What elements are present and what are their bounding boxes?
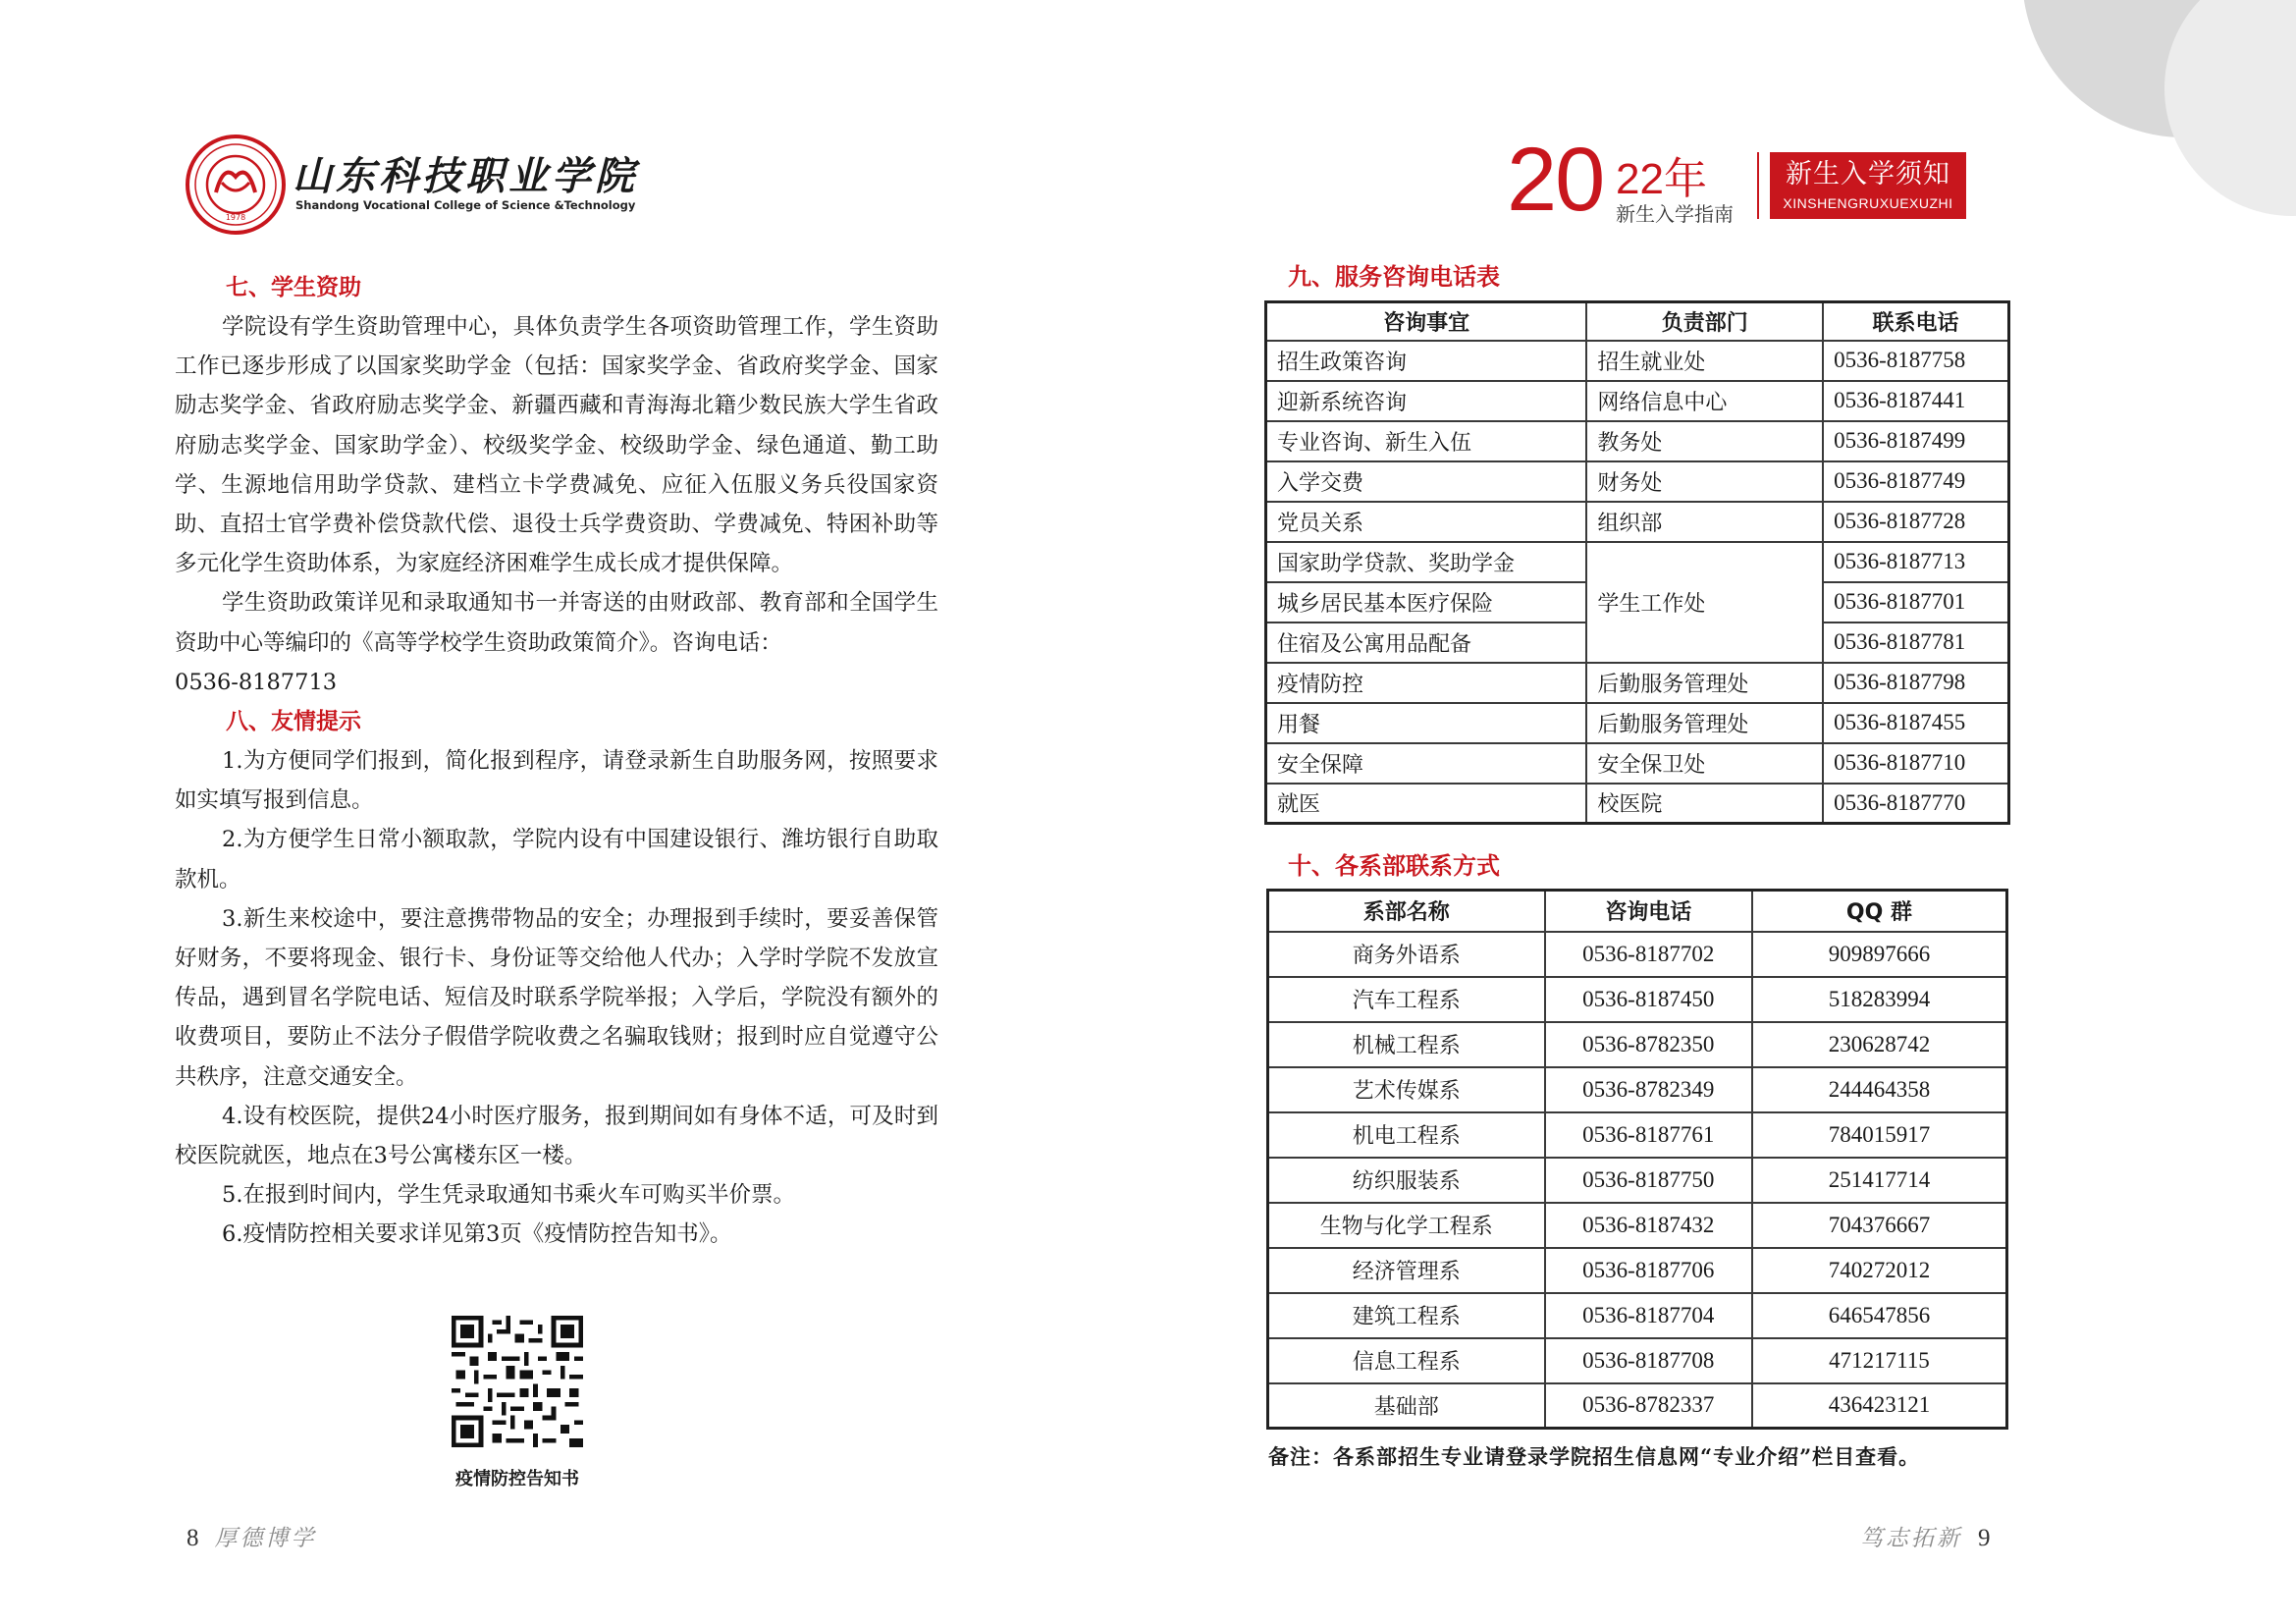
- section-10-title: 十、各系部联系方式: [1288, 852, 1500, 880]
- guide-header: [1507, 130, 1988, 231]
- qr-caption: 疫情防控告知书: [455, 1469, 579, 1489]
- table-row: [1266, 341, 2009, 381]
- table-cell-merged: 学生工作处: [1586, 542, 1823, 663]
- tip-item: 1.为方便同学们报到，简化报到程序，请登录新生自助服务网，按照要求如实填写报到信息。: [175, 748, 938, 814]
- table-cell: 0536-8187441: [1823, 381, 2008, 421]
- table-cell: 0536-8187749: [1823, 461, 2008, 502]
- table-cell: 汽车工程系: [1268, 977, 1545, 1022]
- table-cell: 国家助学贷款、奖助学金: [1266, 542, 1587, 582]
- table-cell: 0536-8187450: [1545, 977, 1752, 1022]
- table-cell: 机械工程系: [1268, 1022, 1545, 1067]
- table-row: [1268, 1067, 2007, 1112]
- table-cell: 0536-8187713: [1823, 542, 2008, 582]
- column-header: 负责部门: [1586, 302, 1823, 341]
- section-9-title: 九、服务咨询电话表: [1288, 263, 1500, 291]
- table-cell: 0536-8187770: [1823, 784, 2008, 824]
- year-small: 22年: [1616, 155, 1707, 203]
- column-header: 系部名称: [1268, 891, 1545, 932]
- table-cell: 0536-8187701: [1823, 582, 2008, 623]
- table-row: [1268, 1112, 2007, 1158]
- table-row: [1268, 1293, 2007, 1338]
- table-cell: 436423121: [1752, 1383, 2007, 1429]
- table-cell: 471217115: [1752, 1338, 2007, 1383]
- table-cell: 0536-8187758: [1823, 341, 2008, 381]
- tip-item: 4.设有校医院，提供24小时医疗服务，报到期间如有身体不适，可及时到校医院就医，地点在3号公寓楼东区一楼。: [175, 1103, 938, 1169]
- table-cell: 518283994: [1752, 977, 2007, 1022]
- table-cell: 安全保卫处: [1586, 743, 1823, 784]
- table-cell: 疫情防控: [1266, 663, 1587, 703]
- table-row: [1266, 743, 2009, 784]
- table-cell: 0536-8187750: [1545, 1158, 1752, 1203]
- table-row: [1266, 784, 2009, 824]
- table-cell: 就医: [1266, 784, 1587, 824]
- table-cell: 住宿及公寓用品配备: [1266, 623, 1587, 663]
- table-row: [1266, 502, 2009, 542]
- table-header-row: [1266, 302, 2009, 341]
- table-cell: 646547856: [1752, 1293, 2007, 1338]
- guide-subtitle: 新生入学指南: [1616, 202, 1734, 226]
- table-cell: 信息工程系: [1268, 1338, 1545, 1383]
- table-cell: 生物与化学工程系: [1268, 1203, 1545, 1248]
- table-cell: 招生政策咨询: [1266, 341, 1587, 381]
- table-cell: 安全保障: [1266, 743, 1587, 784]
- table-row: [1266, 542, 2009, 582]
- left-page-content: [175, 268, 938, 1255]
- decor-circle-small: [2164, 0, 2296, 216]
- table-cell: 0536-8187710: [1823, 743, 2008, 784]
- table-cell: 经济管理系: [1268, 1248, 1545, 1293]
- table-cell: 招生就业处: [1586, 341, 1823, 381]
- page-number: 8: [187, 1525, 199, 1551]
- section-badge: [1770, 152, 1966, 219]
- table-header-row: [1268, 891, 2007, 932]
- table-row: [1268, 932, 2007, 977]
- school-name-cn: 山东科技职业学院: [293, 153, 638, 199]
- table-cell: 0536-8782350: [1545, 1022, 1752, 1067]
- table-cell: 251417714: [1752, 1158, 2007, 1203]
- table-cell: 0536-8187728: [1823, 502, 2008, 542]
- column-header: QQ 群: [1752, 891, 2007, 932]
- table-cell: 244464358: [1752, 1067, 2007, 1112]
- table-cell: 0536-8187704: [1545, 1293, 1752, 1338]
- page-number: 9: [1978, 1525, 1991, 1551]
- qr-block: [434, 1316, 601, 1490]
- table-cell: 城乡居民基本医疗保险: [1266, 582, 1587, 623]
- section-7-paragraph-1: 学院设有学生资助管理中心，具体负责学生各项资助管理工作，学生资助工作已逐步形成了以国家奖助学金（包括：国家奖学金、省政府奖学金、国家励志奖学金、省政府励志奖学金、新疆西藏和青海海北籍少数民族大学生省政府励志奖学金、国家助学金）、校级奖学金、校级助学金、绿色通道、勤工助学、生源地信用助学贷款、建档立卡学费减免、应征入伍服义务兵役国家资助、直招士官学费补偿贷款代偿、退役士兵学费资助、学费减免、特困补助等多元化学生资助体系，为家庭经济困难学生成长成才提供保障。: [175, 314, 938, 577]
- section-7-phone: 0536-8187713: [175, 669, 338, 695]
- seal-year: 1978: [225, 213, 246, 222]
- header-divider: [1757, 152, 1759, 219]
- table-row: [1266, 461, 2009, 502]
- table-cell: 后勤服务管理处: [1586, 663, 1823, 703]
- tip-item: 3.新生来校途中，要注意携带物品的安全；办理报到手续时，要妥善保管好财务，不要将现金、银行卡、身份证等交给他人代办；入学时学院不发放宣传品，遇到冒名学院电话、短信及时联系学院举报；入学后，学院没有额外的收费项目，要防止不法分子假借学院收费之名骗取钱财；报到时应自觉遵守公共秩序，注意交通安全。: [175, 905, 938, 1090]
- table-row: [1266, 421, 2009, 461]
- table-cell: 基础部: [1268, 1383, 1545, 1429]
- table-cell: 0536-8187781: [1823, 623, 2008, 663]
- badge-pinyin: XINSHENGRUXUEXUZHI: [1783, 195, 1953, 211]
- year-big: 20: [1507, 130, 1604, 230]
- table-row: [1268, 1338, 2007, 1383]
- tip-item: 2.为方便学生日常小额取款，学院内设有中国建设银行、潍坊银行自助取款机。: [175, 827, 938, 893]
- section-8-title: 八、友情提示: [226, 709, 361, 735]
- table-row: [1268, 1158, 2007, 1203]
- qr-code-icon[interactable]: [452, 1316, 583, 1447]
- table-cell: 0536-8187706: [1545, 1248, 1752, 1293]
- table-cell: 教务处: [1586, 421, 1823, 461]
- table-cell: 纺织服装系: [1268, 1158, 1545, 1203]
- table-cell: 0536-8782349: [1545, 1067, 1752, 1112]
- table-cell: 704376667: [1752, 1203, 2007, 1248]
- school-seal-icon: [185, 134, 287, 236]
- table-cell: 财务处: [1586, 461, 1823, 502]
- section-7-title: 七、学生资助: [226, 275, 361, 300]
- school-logo: [185, 134, 638, 236]
- footer-left: [187, 1520, 317, 1552]
- table-cell: 0536-8187702: [1545, 932, 1752, 977]
- footer-motto: 厚德博学: [214, 1526, 317, 1551]
- footer-right: [1860, 1520, 1991, 1552]
- table-cell: 0536-8187432: [1545, 1203, 1752, 1248]
- table-cell: 迎新系统咨询: [1266, 381, 1587, 421]
- tip-item: 6.疫情防控相关要求详见第3页《疫情防控告知书》。: [222, 1221, 732, 1248]
- table-row: [1268, 1203, 2007, 1248]
- table-cell: 网络信息中心: [1586, 381, 1823, 421]
- table-cell: 专业咨询、新生入伍: [1266, 421, 1587, 461]
- table-cell: 740272012: [1752, 1248, 2007, 1293]
- tip-item: 5.在报到时间内，学生凭录取通知书乘火车可购买半价票。: [222, 1182, 795, 1209]
- table-cell: 商务外语系: [1268, 932, 1545, 977]
- footer-motto: 笃志拓新: [1860, 1526, 1962, 1551]
- table-cell: 校医院: [1586, 784, 1823, 824]
- table-row: [1266, 381, 2009, 421]
- table-cell: 0536-8187761: [1545, 1112, 1752, 1158]
- badge-title: 新生入学须知: [1786, 159, 1950, 189]
- table-cell: 230628742: [1752, 1022, 2007, 1067]
- table-cell: 909897666: [1752, 932, 2007, 977]
- department-contact-table: [1266, 889, 2008, 1430]
- table-row: [1266, 703, 2009, 743]
- school-name-en: Shandong Vocational College of Science &Technology: [295, 198, 636, 212]
- table-cell: 0536-8187798: [1823, 663, 2008, 703]
- service-phone-table: [1264, 300, 2010, 825]
- table-cell: 建筑工程系: [1268, 1293, 1545, 1338]
- table-cell: 0536-8187708: [1545, 1338, 1752, 1383]
- table-cell: 机电工程系: [1268, 1112, 1545, 1158]
- table-cell: 党员关系: [1266, 502, 1587, 542]
- table-cell: 用餐: [1266, 703, 1587, 743]
- table-cell: 入学交费: [1266, 461, 1587, 502]
- table-row: [1268, 1022, 2007, 1067]
- table-cell: 后勤服务管理处: [1586, 703, 1823, 743]
- table-row: [1268, 1248, 2007, 1293]
- table-cell: 组织部: [1586, 502, 1823, 542]
- table-cell: 0536-8187499: [1823, 421, 2008, 461]
- column-header: 咨询事宜: [1266, 302, 1587, 341]
- column-header: 咨询电话: [1545, 891, 1752, 932]
- table-cell: 艺术传媒系: [1268, 1067, 1545, 1112]
- table-cell: 0536-8782337: [1545, 1383, 1752, 1429]
- table-row: [1268, 1383, 2007, 1429]
- table-cell: 0536-8187455: [1823, 703, 2008, 743]
- section-7-paragraph-2: 学生资助政策详见和录取通知书一并寄送的由财政部、教育部和全国学生资助中心等编印的《高等学校学生资助政策简介》。咨询电话：: [175, 590, 938, 656]
- column-header: 联系电话: [1823, 302, 2008, 341]
- table-row: [1268, 977, 2007, 1022]
- table-cell: 784015917: [1752, 1112, 2007, 1158]
- department-note: 备注：各系部招生专业请登录学院招生信息网“专业介绍”栏目查看。: [1268, 1444, 1921, 1469]
- table-row: [1266, 663, 2009, 703]
